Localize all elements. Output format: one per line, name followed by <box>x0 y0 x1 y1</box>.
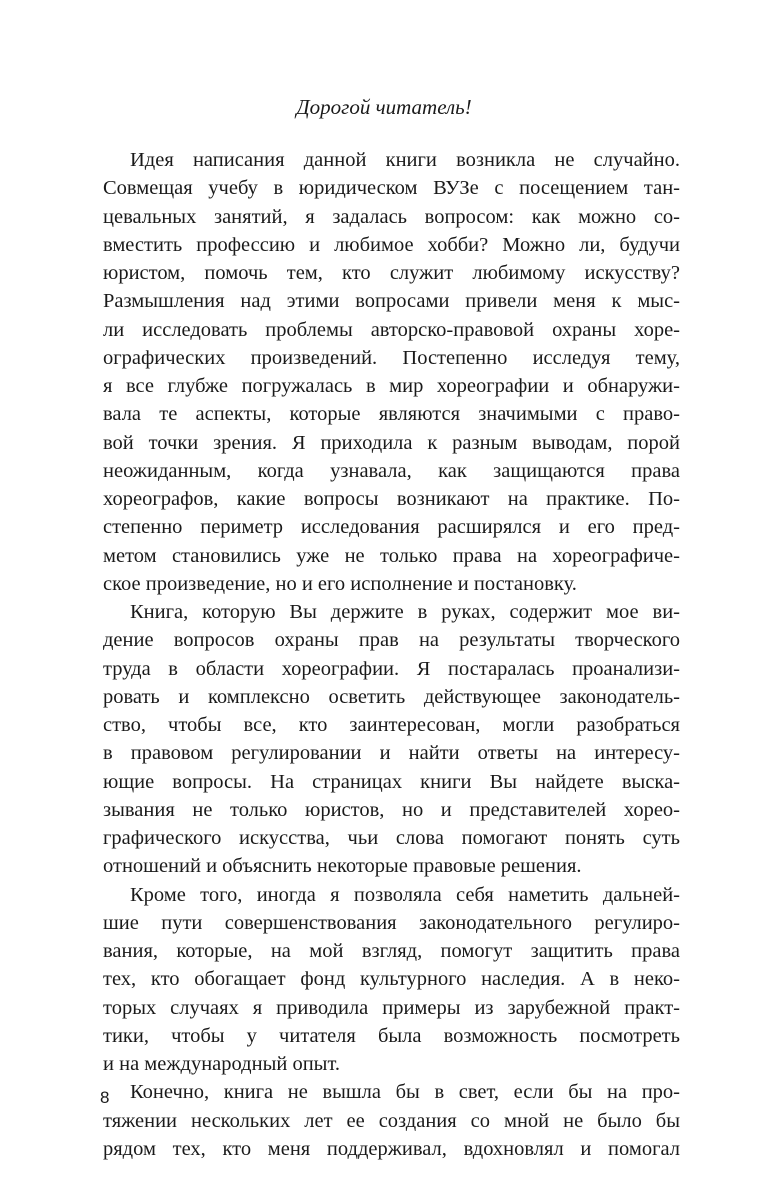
text-line: вала те аспекты, которые являются значимыми с право- <box>103 403 680 426</box>
text-line: ровать и комплексно осветить действующее законодатель- <box>103 685 680 708</box>
text-line: зывания не только юристов, но и представителей хорео- <box>103 798 680 821</box>
text-line: вания, которые, на мой взгляд, помогут защитить права <box>103 940 680 962</box>
text-line: юристом, помочь тем, кто служит любимому искусству? <box>103 262 680 284</box>
text-line: вместить профессию и любимое хобби? Можно ли, будучи <box>103 233 680 256</box>
text-line: Идея написания данной книги возникла не случайно. <box>130 149 680 171</box>
text-line: Совмещая учебу в юридическом ВУЗе с посещением тан- <box>103 177 680 200</box>
text-line: торых случаях я приводила примеры из зарубежной практ- <box>103 996 680 1019</box>
text-line: вой точки зрения. Я приходила к разным выводам, порой <box>103 431 680 454</box>
text-line: Кроме того, иногда я позволяла себя наметить дальней- <box>130 883 680 906</box>
text-line: тех, кто обогащает фонд культурного наследия. А в неко- <box>103 968 680 991</box>
text-line: труда в области хореографии. Я постаралась проанализи- <box>103 657 680 680</box>
text-line: рядом тех, кто меня поддерживал, вдохновлял и помогал <box>103 1137 680 1160</box>
text-line: ли исследовать проблемы авторско-правовой охраны хоре- <box>103 318 680 341</box>
text-line: шие пути совершенствования законодательного регулиро- <box>103 911 680 934</box>
page-heading: Дорогой читатель! <box>296 95 472 119</box>
text-line: графического искусства, чьи слова помогают понять суть <box>103 827 680 849</box>
text-line: хореографов, какие вопросы возникают на практике. По- <box>103 488 680 510</box>
text-line: тики, чтобы у читателя была возможность посмотреть <box>103 1024 680 1047</box>
text-line: отношений и объяснить некоторые правовые решения. <box>103 855 582 878</box>
text-line: и на международный опыт. <box>103 1053 340 1075</box>
text-line: Конечно, книга не вышла бы в свет, если бы на про- <box>130 1081 680 1104</box>
body-text <box>103 146 680 1163</box>
text-line: ографических произведений. Постепенно исследуя тему, <box>103 346 680 369</box>
text-line: цевальных занятий, я задалась вопросом: как можно со- <box>103 205 680 228</box>
text-line: Книга, которую Вы держите в руках, содержит мое ви- <box>130 601 680 623</box>
text-line: ское произведение, но и его исполнение и постановку. <box>103 572 577 595</box>
text-line: ство, чтобы все, кто заинтересован, могли разобраться <box>103 714 680 736</box>
text-line: Размышления над этими вопросами привели меня к мыс- <box>103 290 680 313</box>
text-line: ющие вопросы. На страницах книги Вы найдете выска- <box>103 770 680 793</box>
text-line: метом становились уже не только права на хореографиче- <box>103 544 680 567</box>
text-line: я все глубже погружалась в мир хореографии и обнаружи- <box>103 375 680 397</box>
text-line: в правовом регулировании и найти ответы на интересу- <box>103 742 680 765</box>
text-line: дение вопросов охраны прав на результаты творческого <box>103 629 680 652</box>
text-line: тяжении нескольких лет ее создания со мной не было бы <box>103 1109 680 1132</box>
text-line: степенно периметр исследования расширялся и его пред- <box>103 516 680 539</box>
text-line: неожиданным, когда узнавала, как защищаются права <box>103 459 680 482</box>
page-number: 8 <box>100 1088 110 1107</box>
